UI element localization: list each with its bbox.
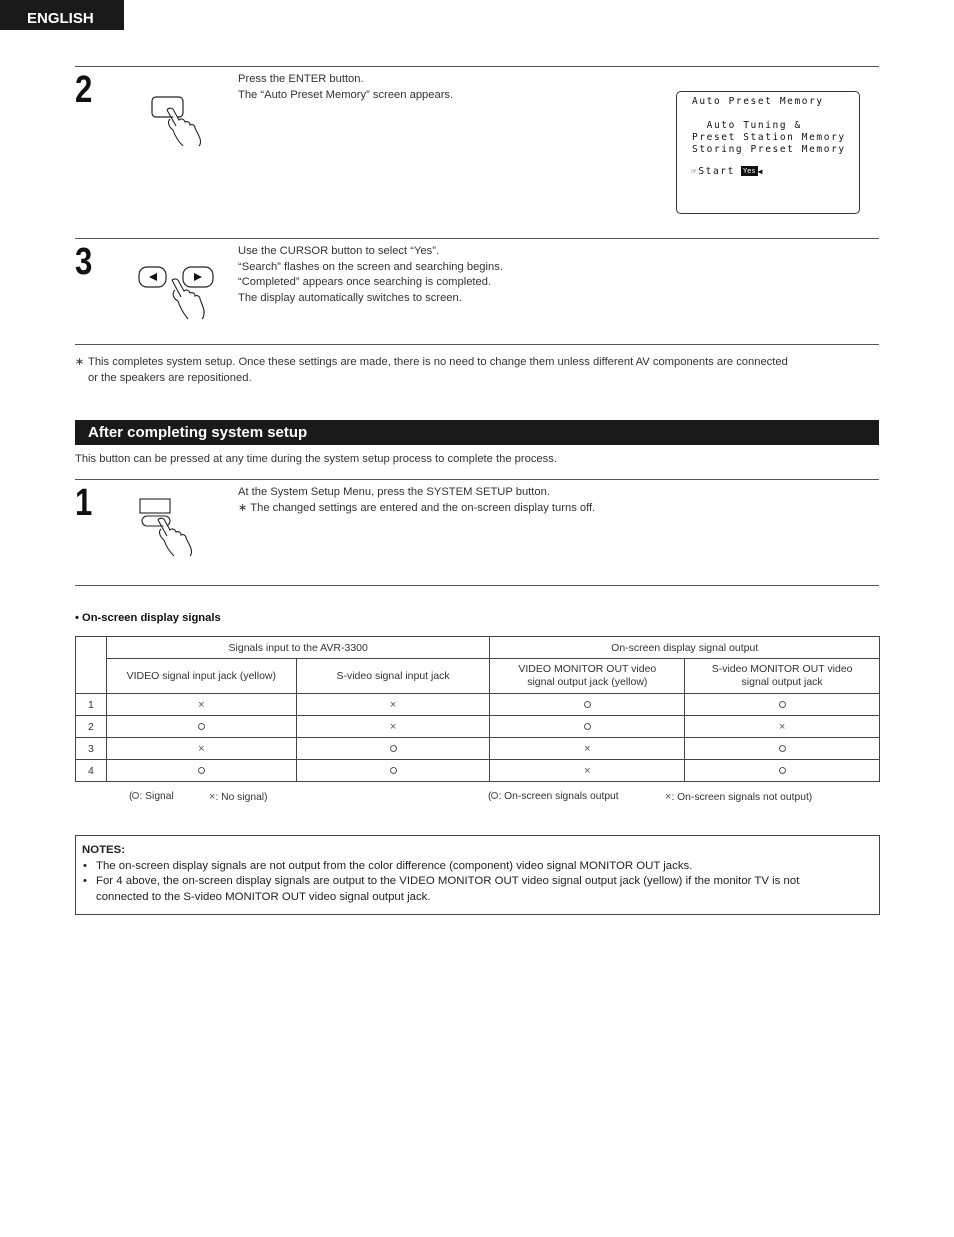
signal-cell [106,716,296,738]
step1-text: At the System Setup Menu, press the SYSTEM SETUP button. ∗ The changed settings are entered and the on-screen display turns off. [238,486,596,514]
group-header-output: On-screen display signal output [490,637,880,659]
circle-icon [779,767,786,774]
cross-icon: × [584,742,591,755]
cross-icon: × [584,764,591,777]
circle-icon [390,745,397,752]
legend-input-none: ×: No signal) [209,791,268,803]
circle-icon [390,767,397,774]
signal-cell [296,760,490,782]
signal-cell [490,716,685,738]
column-header: VIDEO signal input jack (yellow) [106,659,296,694]
row-number: 4 [76,760,107,782]
cross-icon: × [209,791,216,803]
left-arrow-icon: ◀ [757,167,765,176]
signal-cell [685,760,880,782]
enter-button-hand-icon [145,92,207,148]
signal-cell [106,738,296,760]
circle-icon [779,745,786,752]
group-header-input: Signals input to the AVR-3300 [106,637,489,659]
column-header: S-video MONITOR OUT video signal output jack [685,659,880,694]
step-number: 1 [75,482,93,524]
column-header: VIDEO MONITOR OUT video signal output jack (yellow) [490,659,685,694]
auto-preset-memory-screen: Auto Preset Memory Auto Tuning & Preset Station Memory Storing Preset Memory ☞Start Yes ◀ [676,91,860,214]
cross-icon: × [389,720,397,733]
signal-cell [106,760,296,782]
row-number: 3 [76,738,107,760]
on-screen-signals-table [75,636,880,782]
divider [75,585,879,586]
signal-cell [685,738,880,760]
divider [75,479,879,480]
notes-title: NOTES: [82,844,126,856]
note-item: • The on-screen display signals are not output from the color difference (component) video signal MONITOR OUT jacks. [82,859,873,875]
legend-input: ( : Signal [129,791,174,802]
cursor-hand-icon: ☞ [691,166,699,177]
divider [75,66,879,67]
signal-cell [106,694,296,716]
cross-icon: × [198,698,205,711]
step3-text: Use the CURSOR button to select “Yes”. “Search” flashes on the screen and searching begins. “Completed” appears once searching is completed. The display automatically switches to screen. [238,245,503,304]
table-row [76,694,880,716]
start-row: ☞Start Yes ◀ [691,166,765,177]
signal-cell [490,738,685,760]
cross-icon: × [778,720,786,733]
step-number: 2 [75,69,93,111]
note-item: • For 4 above, the on-screen display signals are output to the VIDEO MONITOR OUT video signal output jack (yellow) if the monitor TV is not [82,874,873,890]
table-row [76,760,880,782]
table-heading: • On-screen display signals [75,612,221,624]
circle-icon [584,701,591,708]
signal-cell [685,716,880,738]
row-number: 2 [76,716,107,738]
section-intro: This button can be pressed at any time during the system setup process to complete the process. [75,453,557,465]
legend-output-none: ×: On-screen signals not output) [665,791,813,803]
signal-cell [490,760,685,782]
system-setup-button-hand-icon [136,496,202,558]
footnote: ∗ This completes system setup. Once these settings are made, there is no need to change them unless different AV components are connected or the speakers are repositioned. [75,356,788,384]
notes-box [75,835,880,915]
signal-cell [296,716,490,738]
table-row [76,716,880,738]
step-number: 3 [75,241,93,283]
circle-icon [198,767,205,774]
divider [75,344,879,345]
signal-cell [490,694,685,716]
section-title: After completing system setup [75,420,879,445]
note-item-continuation: connected to the S-video MONITOR OUT video signal output jack. [96,890,431,903]
step2-text: Press the ENTER button. The “Auto Preset Memory” screen appears. [238,73,454,101]
divider [75,238,879,239]
signal-cell [685,694,880,716]
language-tab: ENGLISH [0,0,124,30]
yes-option: Yes [742,167,756,175]
table-row [76,738,880,760]
cross-icon: × [389,698,397,711]
cross-icon: × [198,742,205,755]
row-number: 1 [76,694,107,716]
cross-icon: × [665,791,672,803]
legend-output: ( : On-screen signals output [488,791,619,802]
circle-icon [779,701,786,708]
table-corner-cell [76,637,107,694]
column-header: S-video signal input jack [296,659,490,694]
circle-icon [584,723,591,730]
cursor-buttons-hand-icon [136,264,216,322]
circle-icon [198,723,205,730]
signal-cell [296,738,490,760]
signal-cell [296,694,490,716]
